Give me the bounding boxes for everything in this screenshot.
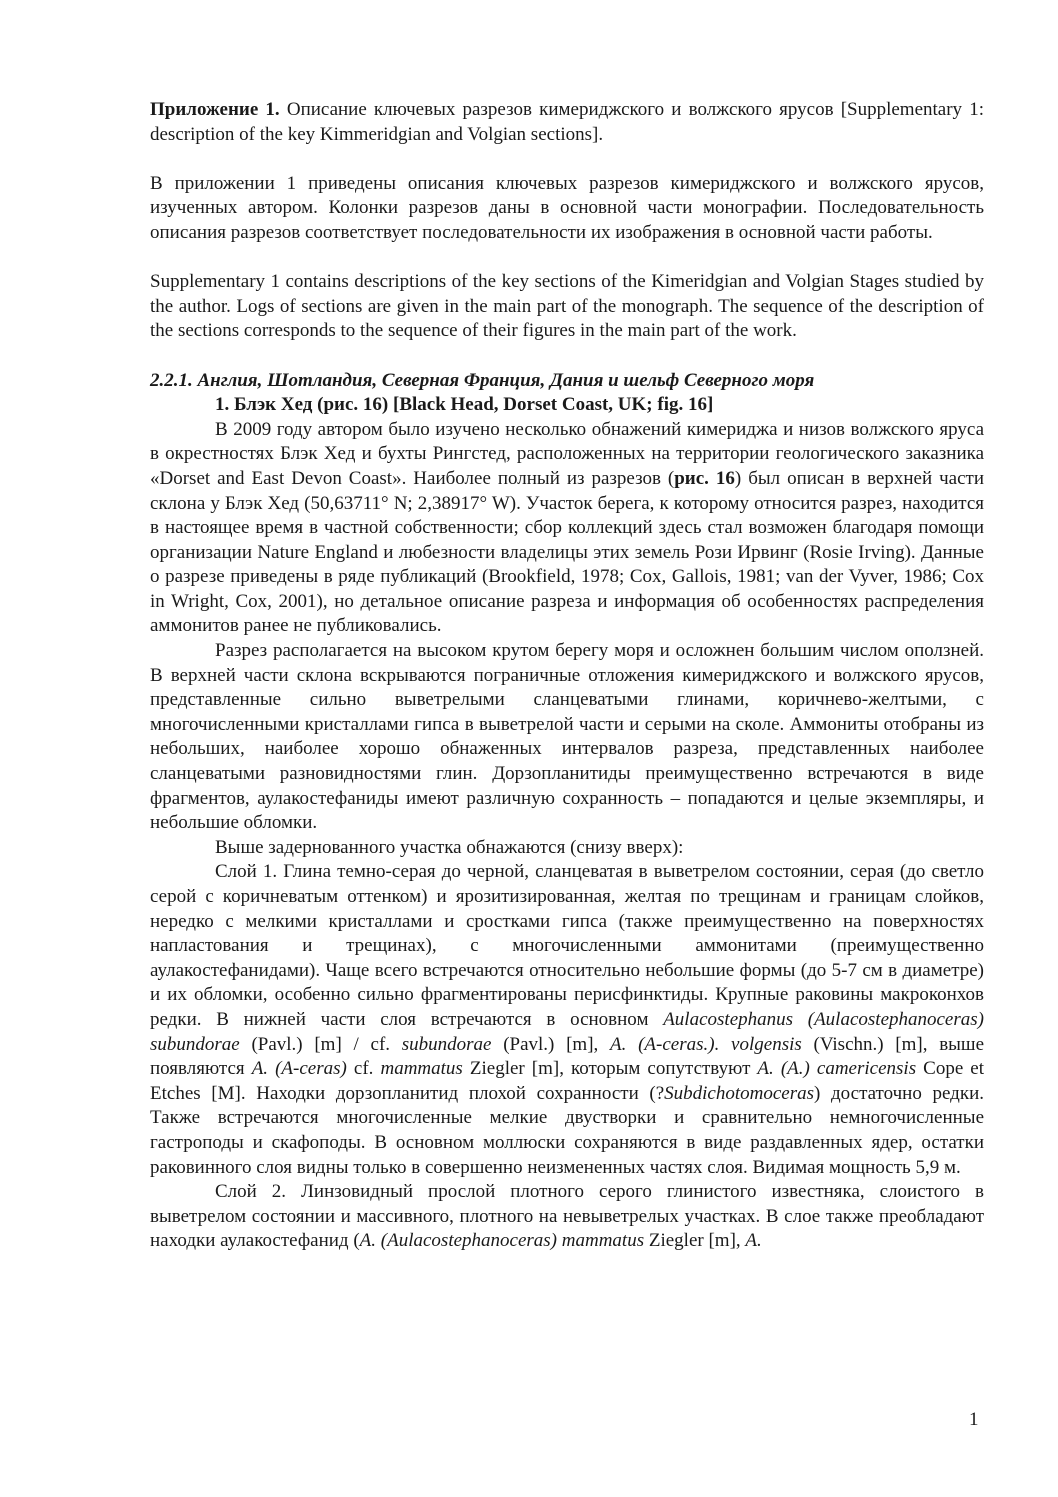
page-number: 1 (969, 1409, 979, 1430)
supplement-title-bold: Приложение 1. (150, 99, 280, 120)
taxon-name: Subdichotomoceras (664, 1082, 815, 1104)
intro-paragraph-en: Supplementary 1 contains descriptions of the key sections of the Kimeridgian and Volgian Stages studied by the author. Logs of sections are given in the main part of the monograph. The sequence of the description of the sections corresponds to the sequence of their figures in the main part of the work. (150, 271, 984, 342)
layer1-text: (Pavl.) [m], (491, 1033, 611, 1055)
layer2-text: Ziegler [m], (644, 1230, 746, 1252)
supplement-title-rest: Описание ключевых разрезов кимериджского и волжского ярусов [Supplementary 1: description of the key Kimmeridgian and Volgian sections]. (150, 99, 984, 145)
layer1-text: ) достаточно редки. Также встречаются многочисленные мелкие двустворки и сравнительно немногочисленные гастроподы и скафоподы. В основном моллюски сохраняются в виде раздавленных ядер, остатки раковинного слоя видны только в совершенно неизмененных частях слоя. Видимая мощность 5,9 м. (150, 1082, 984, 1178)
section-heading: 2.2.1. Англия, Шотландия, Северная Франция, Дания и шельф Северного моря (150, 369, 815, 391)
taxon-name: A. (A-ceras) (251, 1058, 347, 1080)
taxon-name: mammatus (380, 1058, 463, 1080)
paragraph-text: ) был описан в верхней части склона у Блэк Хед (50,63711° N; 2,38917° W). Участок берега, к которому относится разрез, находится в настоящее время в частной собственности; сбор коллекций здесь стал возможен благодаря помощи организации Nature England и любезности владелицы этих земель Рози Ирвинг (Rosie Irving). Данные о разрезе приведены в ряде публикаций (Brookfield, 1978; Cox, Gallois, 1981; van der Vyver, 1986; Cox in Wright, Cox, 2001), но детальное описание разреза и информация об особенностях распределения аммонитов ранее не публиковались. (150, 467, 984, 637)
layer1-text: Слой 1. Глина темно-серая до черной, сланцеватая в выветрелом состоянии, серая (до светло серой с коричневатым оттенком) и ярозитизированная, желтая по трещинам и границам слойков, нередко с мелкими кристаллами и сростками гипса (также преимущественно на поверхностях напластования и трещинах), с многочисленными аммонитами (преимущественно аулакостефанидами). Чаще всего встречаются относительно небольшие формы (до 5-7 см в диаметре) и их обломки, особенно сильно фрагментированы перисфинктиды. Крупные раковины макроконхов редки. В нижней части слоя встречаются в основном (150, 861, 984, 1030)
layer1-text: Ziegler [m], которым сопутствуют (462, 1058, 758, 1080)
layer1-text: (Pavl.) [m] / cf. (239, 1033, 402, 1055)
paragraph-layer-2 (150, 1180, 984, 1254)
paragraph-layer-1 (150, 860, 984, 1180)
taxon-name: A. (A-ceras.). volgensis (610, 1033, 802, 1055)
paragraph-text: В 2009 году автором было изучено несколько обнажений кимериджа и низов волжского яруса в окрестностях Блэк Хед и бухты Рингстед, расположенных на территории геологического заказника «Dorset and East Devon Coast». Наиболее полный из разрезов ( (150, 418, 984, 489)
document-page (150, 98, 984, 1254)
paragraph-exposure-intro: Выше задернованного участка обнажаются (снизу вверх): (215, 836, 684, 858)
taxon-name: Aulacostephanus (Aulacostephanoceras) subundorae (150, 1008, 984, 1055)
layer1-text: Cope et Etches [M]. Находки дорзопланитид плохой сохранности (? (150, 1058, 985, 1104)
supplement-title (150, 98, 984, 147)
intro-paragraph-ru: В приложении 1 приведены описания ключевых разрезов кимериджского и волжского ярусов, изученных автором. Колонки разрезов даны в основной части монографии. Последовательность описания разрезов соответствует последовательности их изображения в основной части работы. (150, 172, 984, 243)
taxon-name: subundorae (401, 1033, 492, 1055)
paragraph-section-description: Разрез располагается на высоком крутом берегу моря и осложнен большим числом оползней. В верхней части склона вскрываются пограничные отложения кимериджского и волжского ярусов, представленные сильно выветрелыми сланцеватыми глинами, коричнево-желтыми, с многочисленными кристаллами гипса в выветрелой части и серыми на сколе. Аммониты отобраны из небольших, наиболее хорошо обнаженных интервалов разреза, представленных наиболее сланцеватыми разновидностями глин. Дорзопланитиды преимущественно встречаются в виде фрагментов, аулакостефаниды имеют различную сохранность – попадаются и целые экземпляры, и небольшие обломки. (150, 640, 984, 834)
layer1-text: (Vischn.) [m], выше появляются (150, 1033, 984, 1080)
section-subheading: 1. Блэк Хед (рис. 16) [Black Head, Dorset Coast, UK; fig. 16] (215, 394, 714, 416)
layer2-text: Слой 2. Линзовидный прослой плотного серого глинистого известняка, слоистого в выветрелом состоянии и массивного, плотного на невыветрелых участках. В слое также преобладают находки аулакостефанид ( (150, 1181, 984, 1252)
taxon-name: A. (745, 1230, 762, 1252)
taxon-name: A. (Aulacostephanoceras) mammatus (359, 1230, 645, 1252)
taxon-name: A. (A.) camericensis (757, 1058, 917, 1080)
layer1-text: cf. (346, 1058, 381, 1080)
figure-reference: рис. 16 (674, 467, 735, 489)
paragraph-black-head-study (150, 418, 984, 639)
